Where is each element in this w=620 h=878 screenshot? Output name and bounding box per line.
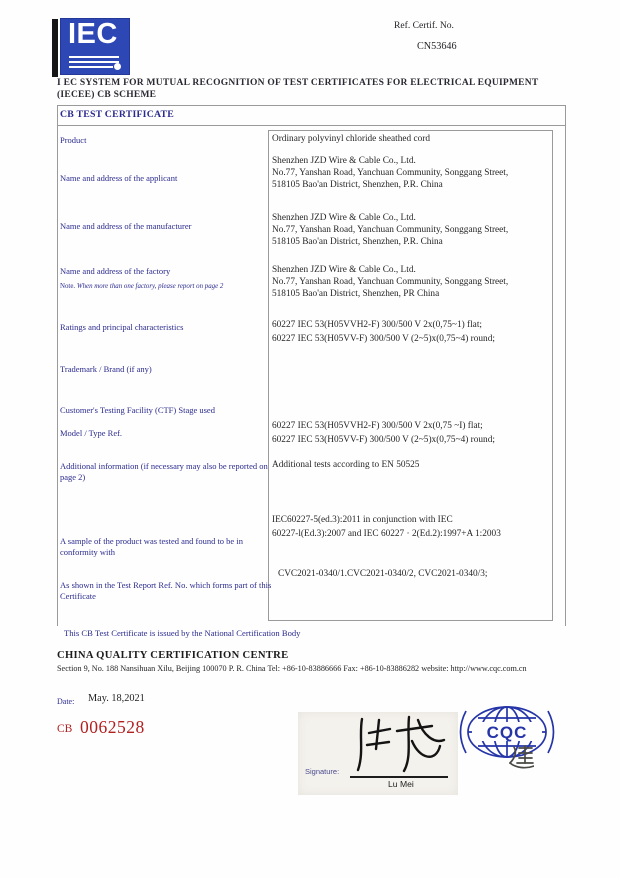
title-row-divider — [57, 125, 566, 126]
additional-info-value: Additional tests according to EN 50525 — [272, 460, 420, 470]
manufacturer-line: No.77, Yanshan Road, Yanchuan Community, Songgang Street, — [272, 225, 509, 235]
factory-line: No.77, Yanshan Road, Yanchuan Community, Songgang Street, — [272, 277, 509, 287]
ncb-contact-line: Section 9, No. 188 Nansihuan Xilu, Beijing 100070 P. R. China Tel: +86-10-83886666 Fax: +86-10-83886282 website: http://www.cqc.com.cn — [57, 664, 527, 673]
iec-logo-spine — [52, 19, 58, 77]
iec-logo — [60, 18, 130, 75]
cb-number-prefix: CB — [57, 723, 73, 735]
model-line: 60227 IEC 53(H05VV-F) 300/500 V (2~5)x(0,75~4) round; — [272, 435, 495, 445]
additional-info-label: Additional information (if necessary may also be reported on page 2) — [60, 461, 268, 482]
date-label: Date: — [57, 697, 75, 706]
issued-by-line: This CB Test Certificate is issued by the National Certification Body — [64, 628, 301, 638]
cb-number: 0062528 — [80, 717, 145, 737]
trademark-label: Trademark / Brand (if any) — [60, 364, 152, 374]
factory-note-text: When more than one factory, please report on page 2 — [76, 283, 224, 290]
model-label: Model / Type Ref. — [60, 428, 123, 438]
ref-certif-number: CN53646 — [417, 41, 457, 52]
test-reports-value: CVC2021-0340/1.CVC2021-0340/2, CVC2021-0340/3; — [278, 569, 488, 579]
iec-logo-line — [69, 61, 119, 63]
iec-logo-dot — [114, 63, 121, 70]
scheme-title-line1: I EC SYSTEM FOR MUTUAL RECOGNITION OF TEST CERTIFICATES FOR ELECTRICAL EQUIPMENT — [57, 78, 539, 88]
iec-logo-line — [69, 66, 113, 68]
conformity-label: A sample of the product was tested and found to be in conformity with — [60, 536, 243, 557]
model-line: 60227 IEC 53(H05VVH2-F) 300/500 V 2x(0,75 ~I) flat; — [272, 421, 483, 431]
applicant-line: No.77, Yanshan Road, Yanchuan Community, Songgang Street, — [272, 168, 509, 178]
cqc-logo — [457, 704, 557, 762]
ncb-name: CHINA QUALITY CERTIFICATION CENTRE — [57, 650, 289, 661]
ref-certif-label: Ref. Certif. No. — [394, 20, 454, 31]
cqc-logo-text: CQC — [486, 723, 528, 742]
factory-label: Name and address of the factory — [60, 266, 171, 276]
ratings-label: Ratings and principal characteristics — [60, 322, 184, 332]
date-value: May. 18,2021 — [88, 693, 145, 704]
applicant-line: Shenzhen JZD Wire & Cable Co., Ltd. — [272, 156, 416, 166]
test-reports-label: As shown in the Test Report Ref. No. which forms part of this Certificate — [60, 580, 272, 601]
iec-logo-text: IEC — [68, 18, 118, 50]
signature-line — [350, 776, 448, 778]
manufacturer-label: Name and address of the manufacturer — [60, 221, 192, 231]
factory-line: Shenzhen JZD Wire & Cable Co., Ltd. — [272, 265, 416, 275]
ctf-label: Customer's Testing Facility (CTF) Stage used — [60, 405, 215, 415]
ratings-line: 60227 IEC 53(H05VVH2-F) 300/500 V 2x(0,75~1) flat; — [272, 320, 482, 330]
scheme-title-line2: (IECEE) CB SCHEME — [57, 90, 157, 100]
product-label: Product — [60, 135, 87, 145]
ratings-line: 60227 IEC 53(H05VV-F) 300/500 V (2~5)x(0,75~4) round; — [272, 334, 495, 344]
manufacturer-line: Shenzhen JZD Wire & Cable Co., Ltd. — [272, 213, 416, 223]
conformity-line: 60227-l(Ed.3):2007 and IEC 60227 · 2(Ed.2):1997+A 1:2003 — [272, 529, 501, 539]
certificate-title: CB TEST CERTIFICATE — [60, 109, 174, 120]
iec-logo-line — [69, 56, 119, 58]
conformity-line: IEC60227-5(ed.3):2011 in conjunction with IEC — [272, 515, 453, 525]
applicant-line: 518105 Bao'an District, Shenzhen, P.R. China — [272, 180, 443, 190]
signature-name: Lu Mei — [388, 779, 414, 789]
values-column-box — [268, 130, 553, 621]
stamp-character-jian-icon — [508, 744, 534, 770]
factory-note — [60, 283, 270, 290]
signature-handwriting — [352, 713, 452, 775]
product-value: Ordinary polyvinyl chloride sheathed cord — [272, 134, 431, 144]
manufacturer-line: 518105 Bao'an District, Shenzhen, P.R. China — [272, 237, 443, 247]
applicant-label: Name and address of the applicant — [60, 173, 178, 183]
signature-label: Signature: — [305, 767, 340, 776]
factory-note-prefix: Note. — [60, 283, 76, 290]
factory-line: 518105 Bao'an District, Shenzhen, PR China — [272, 289, 440, 299]
